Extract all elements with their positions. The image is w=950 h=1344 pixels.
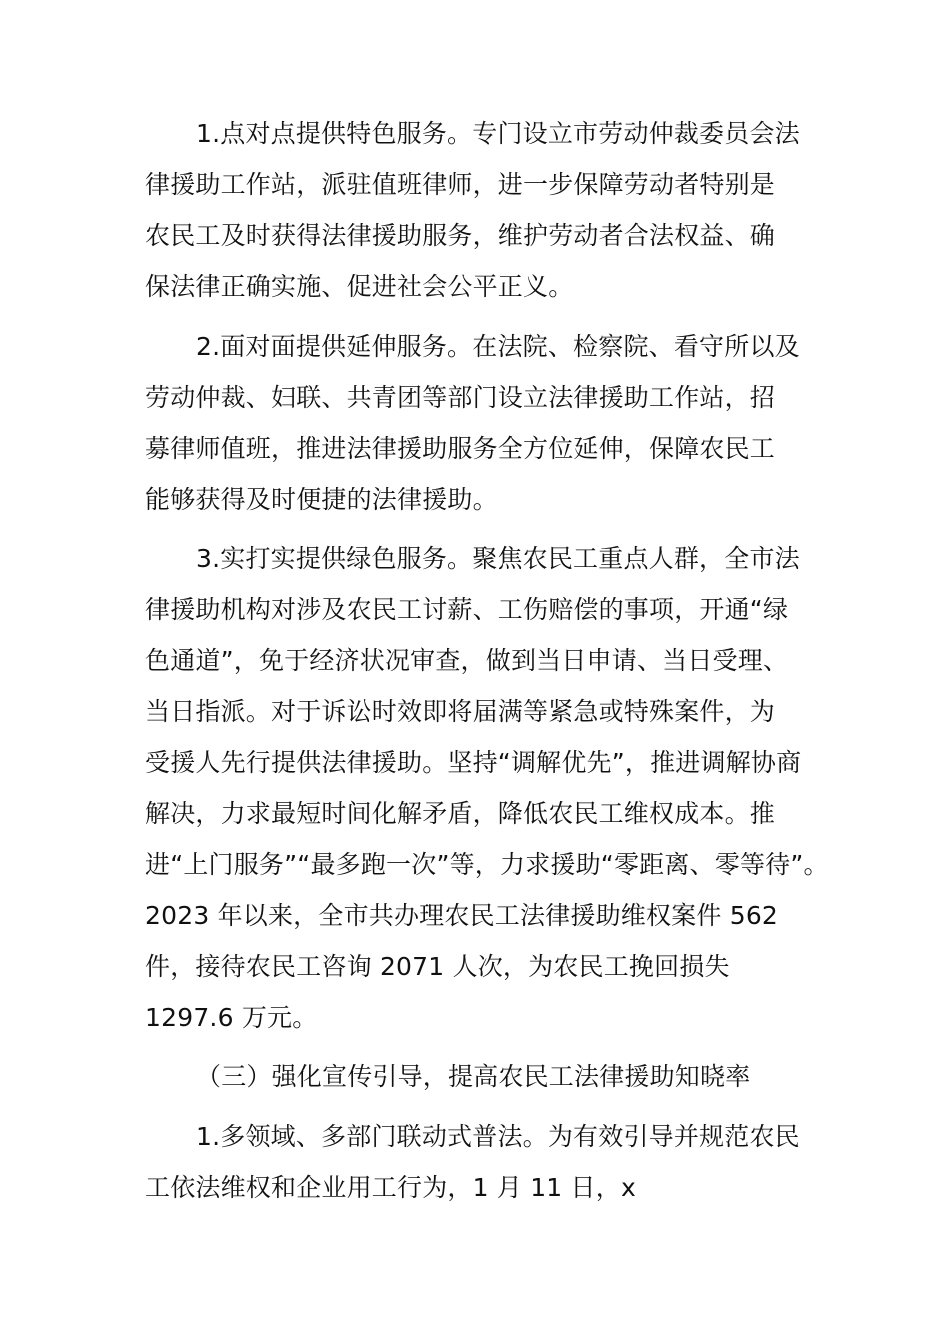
paragraph-3-line-3: 色通道”，免于经济状况审查，做到当日申请、当日受理、 bbox=[145, 646, 789, 675]
paragraph-2-line-1: 2.面对面提供延伸服务。在法院、检察院、看守所以及 bbox=[196, 332, 800, 361]
paragraph-3-line-1: 3.实打实提供绿色服务。聚焦农民工重点人群，全市法 bbox=[196, 544, 800, 573]
paragraph-3-line-2: 律援助机构对涉及农民工讨薪、工伤赔偿的事项，开通“绿 bbox=[145, 595, 789, 624]
paragraph-3-line-5: 受援人先行提供法律援助。坚持“调解优先”，推进调解协商 bbox=[145, 748, 802, 777]
section-heading: （三）强化宣传引导，提高农民工法律援助知晓率 bbox=[196, 1062, 751, 1091]
paragraph-1-line-4: 保法律正确实施、促进社会公平正义。 bbox=[145, 272, 574, 301]
paragraph-2-line-2: 劳动仲裁、妇联、共青团等部门设立法律援助工作站，招 bbox=[145, 383, 776, 412]
paragraph-3-line-9: 件，接待农民工咨询 2071 人次，为农民工挽回损失 bbox=[145, 952, 730, 981]
paragraph-1-line-2: 律援助工作站，派驻值班律师，进一步保障劳动者特别是 bbox=[145, 170, 776, 199]
paragraph-3-line-6: 解决，力求最短时间化解矛盾，降低农民工维权成本。推 bbox=[145, 799, 776, 828]
paragraph-3-line-4: 当日指派。对于诉讼时效即将届满等紧急或特殊案件，为 bbox=[145, 697, 776, 726]
paragraph-4-line-1: 1.多领域、多部门联动式普法。为有效引导并规范农民 bbox=[196, 1122, 800, 1151]
paragraph-1-line-3: 农民工及时获得法律援助服务，维护劳动者合法权益、确 bbox=[145, 221, 776, 250]
paragraph-4-line-2: 工依法维权和企业用工行为，1 月 11 日，x bbox=[145, 1173, 636, 1202]
paragraph-2-line-4: 能够获得及时便捷的法律援助。 bbox=[145, 485, 498, 514]
paragraph-3-line-7: 进“上门服务”“最多跑一次”等，力求援助“零距离、零等待”。 bbox=[145, 850, 829, 879]
paragraph-1-line-1: 1.点对点提供特色服务。专门设立市劳动仲裁委员会法 bbox=[196, 119, 800, 148]
paragraph-2-line-3: 募律师值班，推进法律援助服务全方位延伸，保障农民工 bbox=[145, 434, 776, 463]
paragraph-3-line-8: 2023 年以来，全市共办理农民工法律援助维权案件 562 bbox=[145, 901, 779, 930]
paragraph-3-line-10: 1297.6 万元。 bbox=[145, 1003, 318, 1032]
